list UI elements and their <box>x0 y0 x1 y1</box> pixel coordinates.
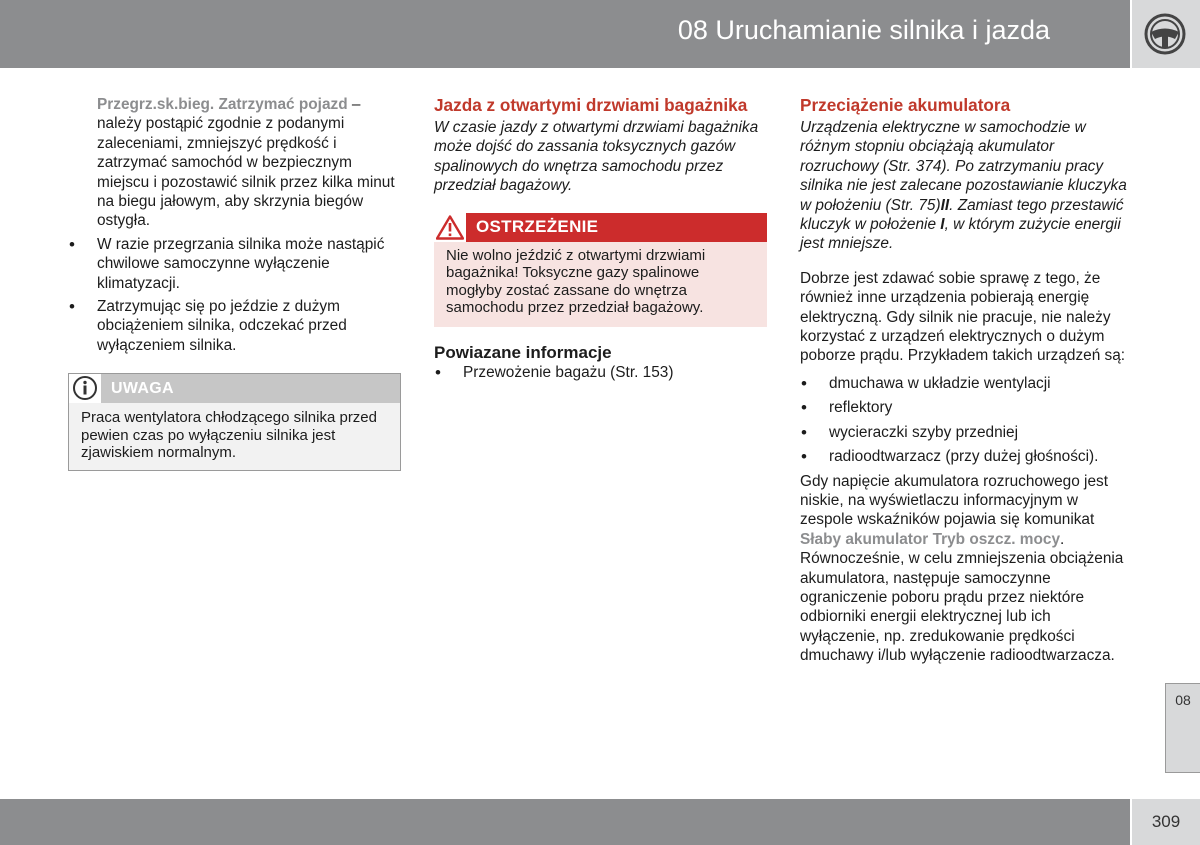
overheat-bullet-list <box>68 235 401 355</box>
info-icon <box>72 375 98 401</box>
warning-header <box>434 213 767 242</box>
note-icon-box <box>69 374 101 403</box>
battery-intro-text: Urządzenia elektryczne w samochodzie w różnym stopniu obciążają akumulator rozruchowy (Str. 374). Po zatrzymaniu pracy silnika nie jest zalecane pozostawianie kluczyka w położeniu (Str. 75) <box>800 119 1127 214</box>
note-header <box>69 374 400 403</box>
header-bar <box>0 0 1130 68</box>
related-info-heading: Powiazane informacje <box>434 343 612 362</box>
low-voltage-text: . Równocześnie, w celu zmniejszenia obciążenia akumulatora, następuje samoczynne ograniczenie poboru prądu przez niektóre odbiorniki energii elektrycznej lub ich wyłączenie, np. zredukowanie prędkości dmuchawy i/lub wyłączenie radioodtwarzacza. <box>800 530 1124 665</box>
list-item: • wycieraczki szyby przedniej <box>800 423 1132 442</box>
steering-wheel-icon <box>1142 12 1188 56</box>
low-voltage-paragraph <box>800 472 1132 666</box>
column-2 <box>434 95 767 382</box>
list-item: • Zatrzymując się po jeździe z dużym obciążeniem silnika, odczekać przed wyłączeniem silnika. <box>68 297 401 355</box>
battery-intro-text: , w którym zużycie energii jest mniejsze. <box>800 216 1121 253</box>
warning-icon-box <box>434 213 466 242</box>
column-1 <box>68 95 401 471</box>
battery-intro-text: . Zamiast tego przestawić kluczyk w położenie <box>800 196 1124 234</box>
list-item: • W razie przegrzania silnika może nastąpić chwilowe samoczynne wyłączenie klimatyzacji. <box>68 235 401 293</box>
battery-intro <box>800 118 1132 254</box>
list-item: • dmuchawa w układzie wentylacji <box>800 374 1132 393</box>
message-term: Słaby akumulator Tryb oszcz. mocy <box>800 530 1061 548</box>
related-info-list <box>434 363 767 382</box>
consumers-paragraph: Dobrze jest zdawać sobie sprawę z tego, że również inne urządzenia pobierają energię elektryczną. Gdy silnik nie pracuje, nie należy korzystać z urządzeń elektrycznych o dużym poborze prądu. Przykładem takich urządzeń są: <box>800 269 1126 365</box>
section-heading: Jazda z otwartymi drzwiami bagażnika <box>434 95 748 115</box>
message-term: Przegrz.sk.bieg. Zatrzymać pojazd <box>97 96 348 113</box>
warning-body: Nie wolno jeździć z otwartymi drzwiami bagażnika! Toksyczne gazy spalinowe mogłyby zostać zassane do wnętrza samochodu przez przedział bagażowy. <box>434 242 767 327</box>
footer-bar <box>0 799 1130 845</box>
page-number-box <box>1132 799 1200 845</box>
note-box <box>68 373 401 470</box>
note-body: Praca wentylatora chłodzącego silnika przed pewien czas po wyłączeniu silnika jest zjawiskiem normalnym. <box>69 403 400 469</box>
overheat-gearbox-text: – należy postąpić zgodnie z podanymi zaleceniami, zmniejszyć prędkość i zatrzymać samochód w bezpiecznym miejscu i pozostawić silnik przez kilka minut na biegu jałowym, aby skrzynia biegów ostygła. <box>97 96 395 230</box>
warning-box <box>434 213 767 327</box>
key-position-i: I <box>940 216 945 234</box>
note-title: UWAGA <box>111 380 174 398</box>
overheat-gearbox-paragraph <box>68 95 401 231</box>
related-link[interactable]: • Przewożenie bagażu (Str. 153) <box>434 363 767 382</box>
list-item: • radioodtwarzacz (przy dużej głośności). <box>800 447 1132 466</box>
section-heading: Przeciążenie akumulatora <box>800 95 1011 115</box>
warning-title: OSTRZEŻENIE <box>476 216 599 236</box>
list-item: • reflektory <box>800 398 1132 417</box>
column-3 <box>800 95 1132 666</box>
chapter-icon-box <box>1132 0 1200 68</box>
side-tab-label: 08 <box>1175 692 1191 708</box>
consumers-list <box>800 374 1132 467</box>
page-number: 309 <box>1151 812 1181 831</box>
warning-triangle-icon <box>436 215 464 240</box>
trunk-open-intro: W czasie jazdy z otwartymi drzwiami bagażnika może dojść do zassania toksycznych gazów spalinowych do wnętrza samochodu przez przedział bagażowy. <box>434 119 759 195</box>
key-position-ii: II <box>940 196 950 214</box>
low-voltage-text: Gdy napięcie akumulatora rozruchowego jest niskie, na wyświetlaczu informacyjnym w zespole wskaźników pojawia się komunikat <box>800 472 1108 529</box>
chapter-title: 08 Uruchamianie silnika i jazda <box>677 15 1050 45</box>
chapter-side-tab <box>1165 683 1200 773</box>
